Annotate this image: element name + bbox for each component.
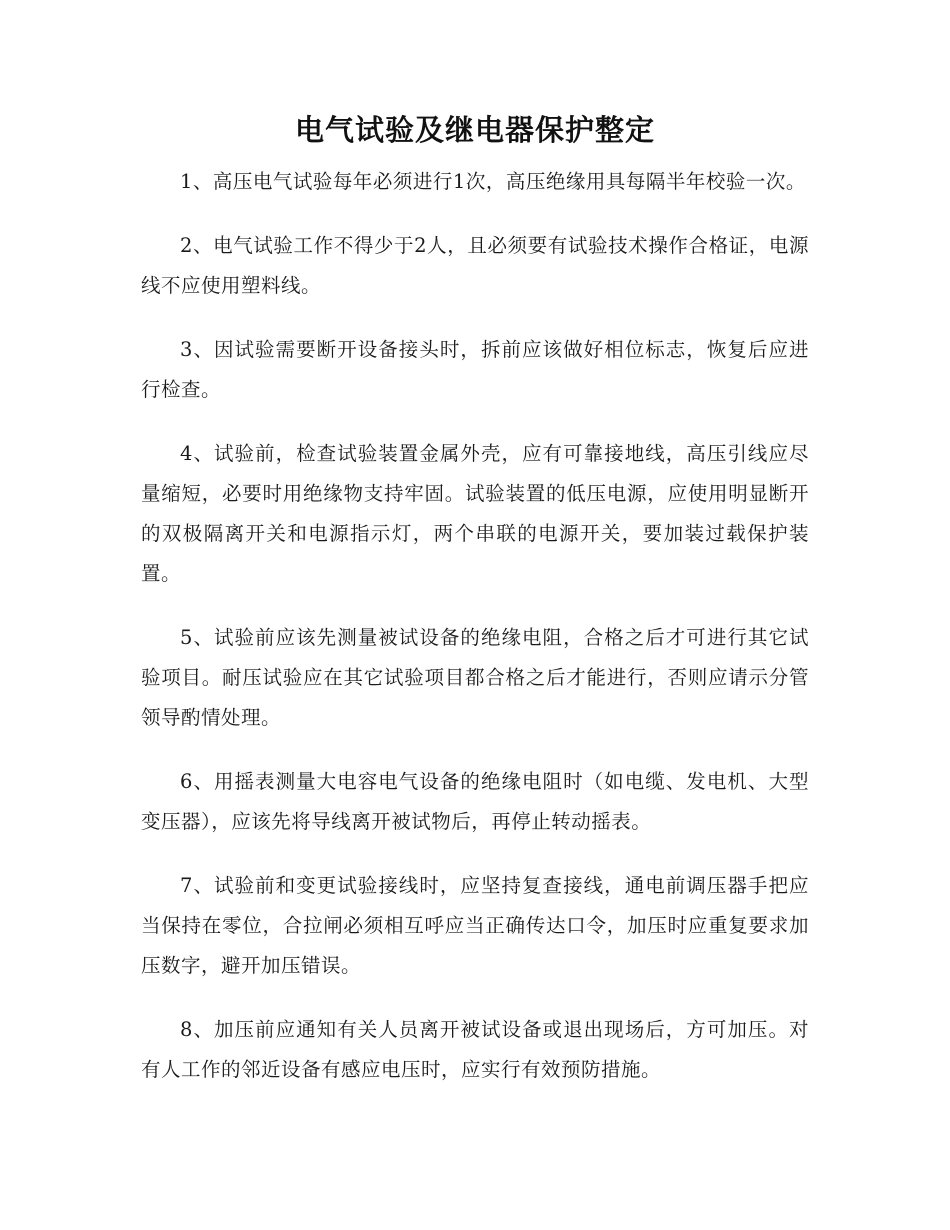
paragraph-2: 2、电气试验工作不得少于2人，且必须要有试验技术操作合格证，电源线不应使用塑料线。	[141, 234, 809, 297]
paragraph-1: 1、高压电气试验每年必须进行1次，高压绝缘用具每隔半年校验一次。	[180, 170, 806, 193]
paragraph-5: 5、试验前应该先测量被试设备的绝缘电阻，合格之后才可进行其它试验项目。耐压试验应在其它试验项目都合格之后才能进行，否则应请示分管领导酌情处理。	[141, 626, 809, 729]
paragraph-8: 8、加压前应通知有关人员离开被试设备或退出现场后，方可加压。对有人工作的邻近设备有感应电压时，应实行有效预防措施。	[141, 1018, 809, 1081]
paragraph-4: 4、试验前，检查试验装置金属外壳，应有可靠接地线，高压引线应尽量缩短，必要时用绝缘物支持牢固。试验装置的低压电源，应使用明显断开的双极隔离开关和电源指示灯，两个串联的电源开关，要加装过载保护装置。	[141, 442, 809, 585]
document-body	[141, 162, 809, 1114]
paragraph-6: 6、用摇表测量大电容电气设备的绝缘电阻时（如电缆、发电机、大型变压器），应该先将导线离开被试物后，再停止转动摇表。	[141, 770, 809, 833]
document-title: 电气试验及继电器保护整定	[294, 113, 655, 147]
paragraph-3: 3、因试验需要断开设备接头时，拆前应该做好相位标志，恢复后应进行检查。	[141, 338, 809, 401]
paragraph-7: 7、试验前和变更试验接线时，应坚持复查接线，通电前调压器手把应当保持在零位，合拉闸必须相互呼应当正确传达口令，加压时应重复要求加压数字，避开加压错误。	[141, 874, 809, 977]
